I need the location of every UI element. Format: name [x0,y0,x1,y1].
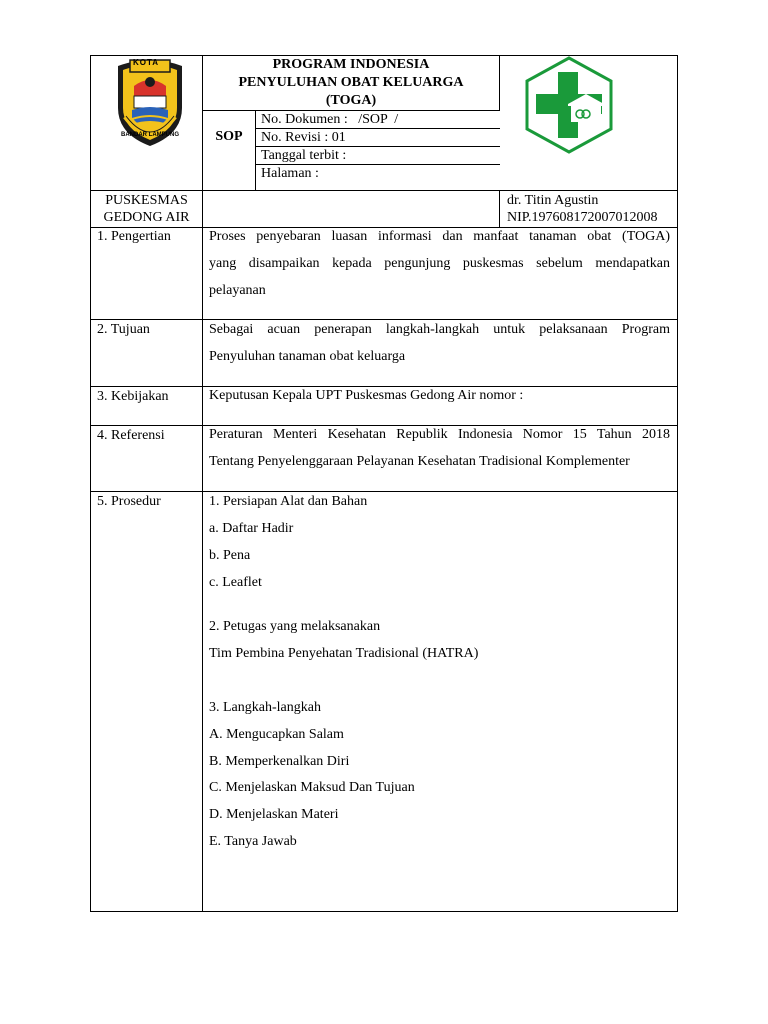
pengertian-line: Proses penyebaran luasan informasi dan manfaat tanaman obat (TOGA) [209,229,670,244]
puskesmas-logo [524,56,614,154]
title-line-3: (TOGA) [325,93,377,108]
prosedur-step-heading: 3. Langkah-langkah [209,700,321,715]
org-name-line-2: GEDONG AIR [103,210,190,225]
signer-nip: NIP.197608172007012008 [507,210,658,225]
pengertian-line: yang disampaikan kepada pengunjung puskesmas sebelum mendapatkan [209,256,670,271]
referensi-line: Peraturan Menteri Kesehatan Republik Indonesia Nomor 15 Tahun 2018 [209,427,670,442]
pengertian-label: 1. Pengertian [97,229,171,244]
tujuan-label: 2. Tujuan [97,322,150,337]
revision-field: No. Revisi : 01 [261,130,346,145]
crest-top-text: KOTA [133,58,160,67]
signer-name: dr. Titin Agustin [507,193,599,208]
issue-date-field: Tanggal terbit : [261,148,347,163]
prosedur-item: b. Pena [209,548,251,563]
sop-label-cell [202,110,256,191]
doc-number-field: No. Dokumen : /SOP / [261,112,399,127]
prosedur-step-heading: 1. Persiapan Alat dan Bahan [209,494,368,509]
tujuan-line: Penyuluhan tanaman obat keluarga [209,349,406,364]
title-line-2: PENYULUHAN OBAT KELUARGA [238,75,464,90]
kebijakan-line: Keputusan Kepala UPT Puskesmas Gedong Air nomor : [209,388,524,403]
prosedur-item: B. Memperkenalkan Diri [209,754,350,769]
prosedur-item: c. Leaflet [209,575,262,590]
prosedur-step-heading: 2. Petugas yang melaksanakan [209,619,381,634]
crest-bottom-text: BANDAR LAMPUNG [121,132,179,138]
title-line-1: PROGRAM INDONESIA [272,57,430,72]
referensi-line: Tentang Penyelenggaraan Pelayanan Kesehatan Tradisional Komplementer [209,454,630,469]
referensi-label: 4. Referensi [97,428,165,443]
kebijakan-label: 3. Kebijakan [97,389,169,404]
prosedur-item: C. Menjelaskan Maksud Dan Tujuan [209,780,415,795]
prosedur-item: A. Mengucapkan Salam [209,727,344,742]
puskesmas-cross-icon [524,56,614,154]
sop-label: SOP [215,129,243,144]
prosedur-item: Tim Pembina Penyehatan Tradisional (HATRA) [209,646,479,661]
org-name-line-1: PUSKESMAS [105,193,188,208]
prosedur-item: a. Daftar Hadir [209,521,294,536]
page-field: Halaman : [261,166,319,181]
prosedur-item: E. Tanya Jawab [209,834,297,849]
prosedur-label: 5. Prosedur [97,494,161,509]
prosedur-item: D. Menjelaskan Materi [209,807,339,822]
tujuan-line: Sebagai acuan penerapan langkah-langkah untuk pelaksanaan Program [209,322,670,337]
pengertian-line: pelayanan [209,283,266,298]
